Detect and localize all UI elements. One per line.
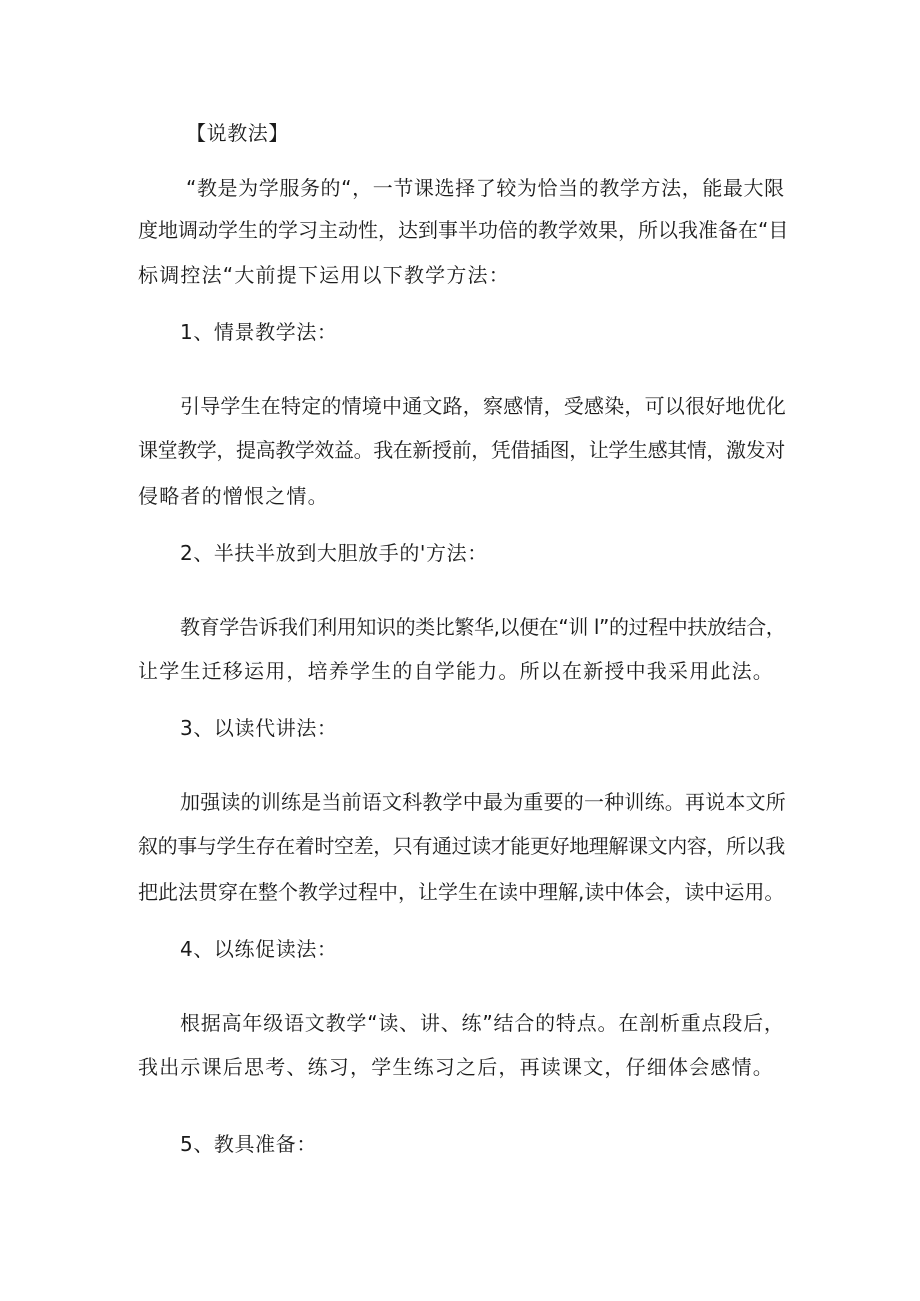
method-3-heading: 3、以读代讲法： xyxy=(180,716,338,740)
method-2-heading: 2、半扶半放到大胆放手的'方法： xyxy=(180,541,488,565)
method-1-line-2: 课堂教学，提高教学效益。我在新授前，凭借插图，让学生感其情，激发对 xyxy=(138,438,785,462)
intro-line-1: “教是为学服务的“，一节课选择了较为恰当的教学方法，能最大限 xyxy=(186,176,785,200)
method-2-line-2: 让学生迁移运用，培养学生的自学能力。所以在新授中我采用此法。 xyxy=(138,659,774,683)
method-3-line-3: 把此法贯穿在整个教学过程中，让学生在读中理解,读中体会，读中运用。 xyxy=(138,880,785,904)
method-3-line-1: 加强读的训练是当前语文科教学中最为重要的一种训练。再说本文所 xyxy=(180,790,786,814)
method-5-heading: 5、教具准备： xyxy=(180,1132,317,1156)
method-3-line-2: 叙的事与学生存在着时空差，只有通过读才能更好地理解课文内容，所以我 xyxy=(138,834,785,858)
method-4-heading: 4、以练促读法： xyxy=(180,937,338,961)
method-4-line-1: 根据高年级语文教学“读、讲、练”结合的特点。在剖析重点段后， xyxy=(180,1011,785,1035)
method-1-line-3: 侵略者的憎恨之情。 xyxy=(138,484,329,508)
method-2-line-1: 教育学告诉我们利用知识的类比繁华,以便在“训 l”的过程中扶放结合， xyxy=(180,615,786,639)
intro-line-2: 度地调动学生的学习主动性，达到事半功倍的教学效果，所以我准备在“目 xyxy=(138,218,789,242)
method-1-heading: 1、情景教学法： xyxy=(180,320,338,344)
method-1-line-1: 引导学生在特定的情境中通文路，察感情，受感染，可以很好地优化 xyxy=(180,394,786,418)
method-4-line-2: 我出示课后思考、练习，学生练习之后，再读课文，仔细体会感情。 xyxy=(138,1055,774,1079)
section-title: 【说教法】 xyxy=(186,121,289,145)
intro-line-3: 标调控法“大前提下运用以下教学方法： xyxy=(138,263,510,287)
